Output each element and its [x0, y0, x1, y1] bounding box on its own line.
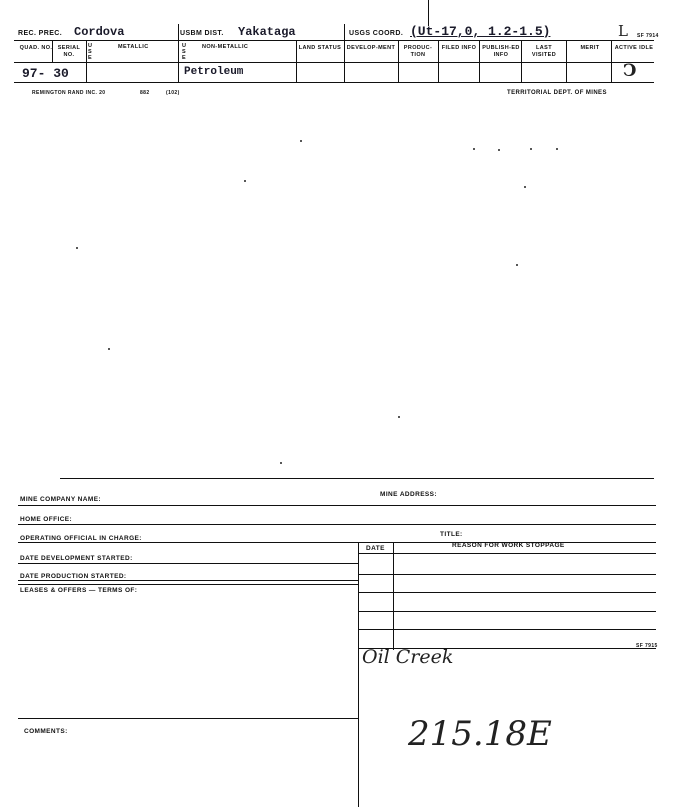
- col-filed-info: FILED INFO: [441, 45, 477, 51]
- rule: [18, 505, 656, 506]
- col-active-idle: ACTIVE IDLE: [614, 45, 654, 51]
- scan-speck: [280, 462, 282, 464]
- divider: [398, 40, 399, 82]
- card-top-rule: [60, 478, 654, 479]
- scan-speck: [76, 247, 78, 249]
- divider: [611, 40, 612, 82]
- leases-label: LEASES & OFFERS — TERMS OF:: [20, 587, 138, 594]
- printer-credit: REMINGTON RAND INC. 20: [32, 90, 106, 96]
- stoppage-left-border: [358, 542, 359, 807]
- rule: [358, 553, 656, 554]
- divider: [344, 24, 345, 82]
- stoppage-row-rule: [358, 592, 656, 593]
- rule: [18, 584, 358, 585]
- scan-speck: [524, 186, 526, 188]
- printer-code-1: 882: [140, 90, 150, 96]
- stoppage-row-rule: [358, 629, 656, 630]
- divider: [479, 40, 480, 82]
- col-quad-no: QUAD. NO.: [19, 45, 53, 51]
- form-number-top: SF 7914: [637, 33, 659, 39]
- divider: [566, 40, 567, 82]
- active-idle-mark: Ↄ: [623, 61, 637, 81]
- form-number-bottom: SF 7915: [636, 643, 658, 649]
- handwritten-location: Oil Creek: [362, 646, 454, 668]
- divider: [86, 40, 87, 82]
- quad-serial-value: 97- 30: [22, 66, 69, 81]
- divider: [52, 40, 53, 62]
- handwritten-number: 215.18E: [408, 714, 552, 754]
- divider: [438, 40, 439, 82]
- scan-speck: [516, 264, 518, 266]
- department-name: TERRITORIAL DEPT. OF MINES: [507, 90, 607, 96]
- column-header-rule: [14, 62, 654, 63]
- rec-prec-value: Cordova: [74, 25, 125, 39]
- row-rule: [14, 82, 654, 83]
- stoppage-row-rule: [358, 611, 656, 612]
- scan-speck: [530, 148, 532, 150]
- scan-speck: [556, 148, 558, 150]
- scan-speck: [498, 149, 500, 151]
- usgs-coord-value: (Ut-17,0, 1.2-1.5): [410, 24, 551, 39]
- usbm-dist-value: Yakataga: [238, 25, 296, 39]
- col-published-info: PUBLISH-ED INFO: [482, 45, 520, 58]
- date-col-header: DATE: [366, 545, 385, 552]
- stoppage-date-divider: [393, 542, 394, 650]
- top-margin-mark: [428, 0, 429, 26]
- stoppage-row-rule: [358, 574, 656, 575]
- divider: [178, 24, 179, 82]
- col-production: PRODUC-TION: [403, 45, 433, 58]
- col-metallic: METALLIC: [118, 44, 149, 50]
- rec-prec-label: REC. PREC.: [18, 30, 63, 37]
- rule: [18, 524, 656, 525]
- rule: [18, 580, 358, 581]
- comments-rule: [18, 718, 358, 719]
- usgs-coord-label: USGS COORD.: [349, 30, 404, 37]
- date-development-label: DATE DEVELOPMENT STARTED:: [20, 555, 133, 562]
- scan-speck: [300, 140, 302, 142]
- col-serial-no: SERIAL NO.: [57, 45, 81, 58]
- col-development: DEVELOP-MENT: [346, 45, 396, 51]
- title-label: TITLE:: [440, 531, 463, 538]
- divider: [521, 40, 522, 82]
- operating-official-label: OPERATING OFFICIAL IN CHARGE:: [20, 535, 142, 542]
- col-land-status: LAND STATUS: [298, 45, 342, 51]
- date-production-label: DATE PRODUCTION STARTED:: [20, 573, 127, 580]
- divider: [296, 40, 297, 82]
- scan-speck: [473, 148, 475, 150]
- col-merit: MERIT: [580, 45, 600, 51]
- col-use-metallic: U S E: [88, 43, 93, 61]
- printer-code-2: (102): [166, 90, 180, 96]
- mine-company-name-label: MINE COMPANY NAME:: [20, 496, 101, 503]
- col-last-visited: LAST VISITED: [531, 45, 557, 58]
- col-use-nonmetallic: U S E: [182, 43, 187, 61]
- page-marker: L: [618, 22, 628, 40]
- mine-address-label: MINE ADDRESS:: [380, 491, 437, 498]
- scan-speck: [244, 180, 246, 182]
- rule: [18, 563, 358, 564]
- home-office-label: HOME OFFICE:: [20, 516, 73, 523]
- reason-col-header: REASON FOR WORK STOPPAGE: [452, 542, 565, 549]
- usbm-dist-label: USBM DIST.: [180, 30, 224, 37]
- nonmetallic-value: Petroleum: [184, 66, 244, 78]
- scan-speck: [398, 416, 400, 418]
- header-rule: [14, 40, 654, 41]
- scan-speck: [108, 348, 110, 350]
- col-nonmetallic: NON-METALLIC: [202, 44, 249, 50]
- comments-label: COMMENTS:: [24, 728, 68, 735]
